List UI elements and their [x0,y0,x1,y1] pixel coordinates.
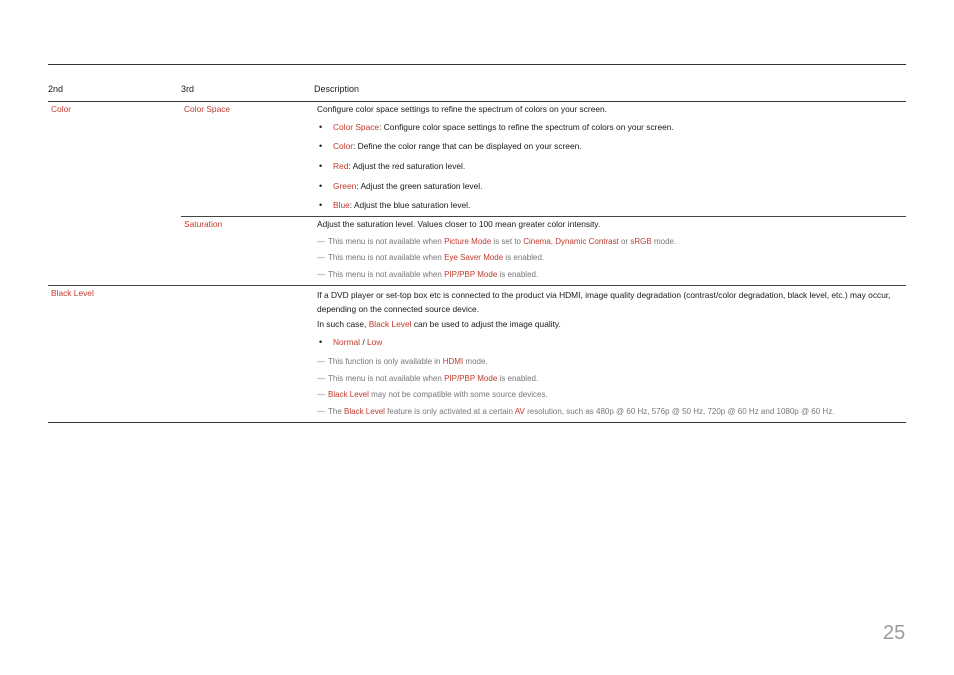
n-cinema: Cinema [523,237,551,246]
black-level-note-3 [317,389,548,400]
header-description: Description [314,84,360,94]
n-post: mode. [651,237,677,246]
n-pre: This menu is not available when [328,253,445,262]
n-sep: , [550,237,556,246]
n-pre: This menu is not available when [328,237,445,246]
n-pip-pbp-mode: PIP/PBP Mode [444,374,498,383]
note-dash: ― [317,270,325,279]
n-post: is enabled. [497,270,539,279]
note-dash: ― [317,390,325,399]
n-mid: feature is only activated at a certain [384,407,515,416]
black-level-note-1 [317,356,488,367]
key-green: Green [333,181,357,191]
table-bottom-rule [48,422,906,423]
n-srgb: sRGB [630,237,652,246]
desc-color: : Define the color range that can be displayed on your screen. [353,141,582,151]
menu-saturation[interactable]: Saturation [184,219,223,229]
bullet-green [333,181,482,192]
n-post: is enabled. [503,253,545,262]
n-sep2: or [618,237,631,246]
n-picture-mode: Picture Mode [444,237,492,246]
note-dash: ― [317,237,325,246]
note-dash: ― [317,374,325,383]
n-post: is enabled. [497,374,539,383]
menu-black-level[interactable]: Black Level [51,288,94,298]
desc-blue: : Adjust the blue saturation level. [349,200,471,210]
key-low: Low [366,337,383,347]
n-pre: This function is only available in [328,357,443,366]
bullet-color-space [333,122,674,133]
n-post: mode. [463,357,488,366]
n-pre: This menu is not available when [328,374,445,383]
note-dash: ― [317,253,325,262]
header-2nd: 2nd [48,84,64,94]
black-level-note-2 [317,373,538,384]
n-eye-saver-mode: Eye Saver Mode [444,253,504,262]
saturation-note-3 [317,269,538,280]
n-pre: The [328,407,345,416]
n-post: resolution, such as 480p @ 60 Hz, 576p @ 50 Hz, 720p @ 60 Hz and 1080p @ 60 Hz. [524,407,835,416]
key-color: Color [333,141,354,151]
key-color-space: Color Space [333,122,380,132]
sep-slash: / [360,337,367,347]
n-black-level: Black Level [344,407,385,416]
desc-green: : Adjust the green saturation level. [356,181,483,191]
black-level-note-4 [317,406,834,417]
desc-red: : Adjust the red saturation level. [348,161,466,171]
black-level-rule [48,285,906,286]
bullet-red [333,161,465,172]
page-number: 25 [883,622,906,644]
color-space-intro: Configure color space settings to refine the spectrum of colors on your screen. [317,104,608,114]
bl-pre: In such case, [317,319,369,329]
bullet-blue [333,200,470,211]
key-red: Red [333,161,349,171]
saturation-note-2 [317,252,544,263]
n-post: may not be compatible with some source devices. [368,390,548,399]
saturation-note-1 [317,236,676,247]
n-hdmi: HDMI [442,357,464,366]
bullet-color [333,141,582,152]
n-pre: This menu is not available when [328,270,445,279]
n-pip-pbp-mode: PIP/PBP Mode [444,270,498,279]
n-mid: is set to [491,237,524,246]
bl-key: Black Level [368,319,412,329]
header-3rd: 3rd [181,84,195,94]
saturation-intro: Adjust the saturation level. Values closer to 100 mean greater color intensity. [317,219,601,229]
bullet-normal-low [333,337,382,348]
saturation-rule [181,216,906,217]
menu-color[interactable]: Color [51,104,72,114]
key-blue: Blue [333,200,350,210]
n-black-level: Black Level [328,390,369,399]
header-rule [48,101,906,102]
n-dynamic-contrast: Dynamic Contrast [555,237,619,246]
note-dash: ― [317,407,325,416]
black-level-intro-1: If a DVD player or set-top box etc is connected to the product via HDMI, image quality degradation (contrast/color degradation, black level, etc.) may occur, depending on the connected source device. [317,290,891,314]
black-level-line-2 [317,319,561,330]
note-dash: ― [317,357,325,366]
bl-post: can be used to adjust the image quality. [411,319,561,329]
desc-color-space: : Configure color space settings to refine the spectrum of colors on your screen. [379,122,674,132]
table-top-rule [48,64,906,65]
menu-color-space[interactable]: Color Space [184,104,231,114]
n-av: AV [514,407,525,416]
key-normal: Normal [333,337,360,347]
